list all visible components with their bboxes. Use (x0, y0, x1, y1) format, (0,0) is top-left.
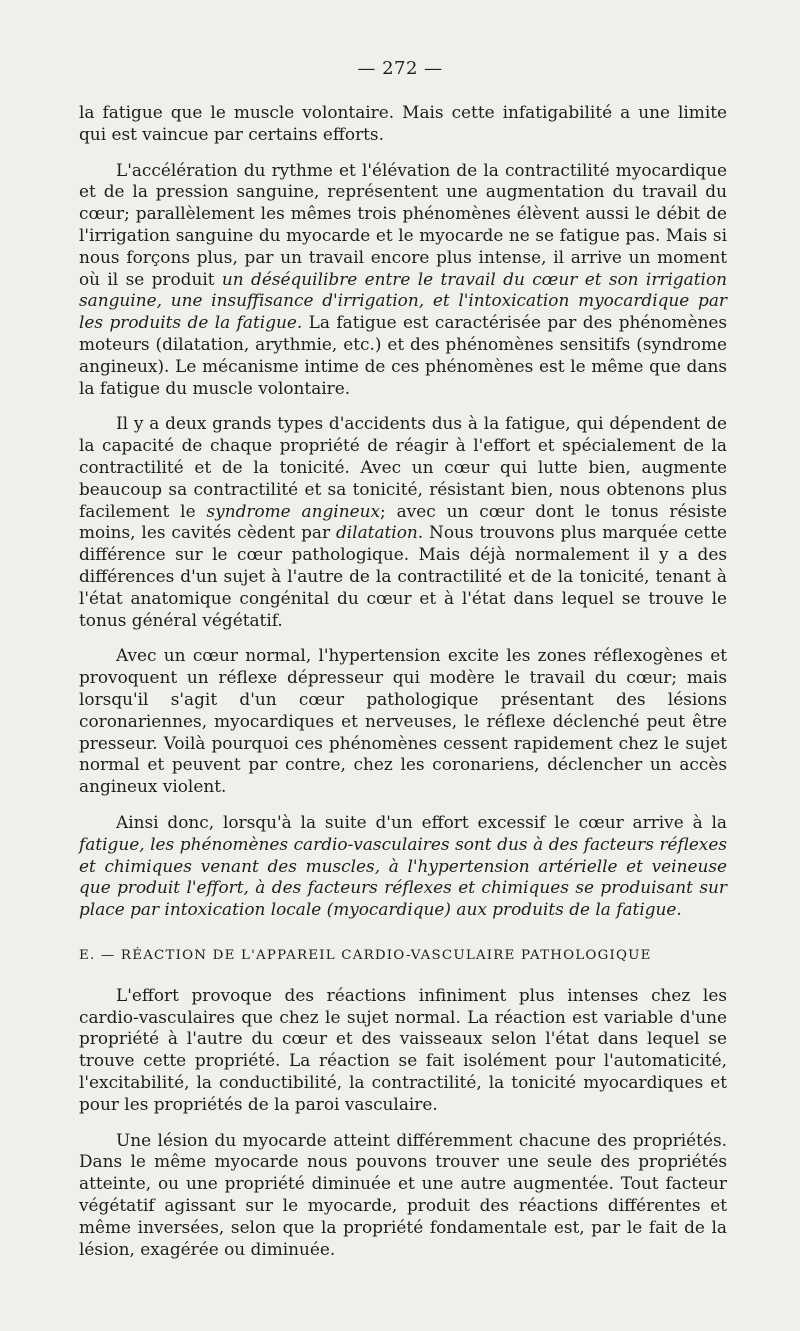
text-run: L'effort provoque des réactions infiniment plus intenses chez les cardio-vasculaires que chez le sujet normal. La réaction est variable d'une propriété à l'autre du cœur et des vaisseaux selon l'état dans lequel se trouve cette propriété. La réaction se fait isolément pour l'automaticité, l'excitabilité, la conductibilité, la contractilité, la tonicité myocardiques et pour les propriétés de la paroi vasculaire. (79, 984, 727, 1114)
italic-text: dilatation (335, 522, 418, 543)
paragraph (79, 645, 727, 798)
text-body (79, 102, 727, 1260)
italic-text: un déséquilibre entre le travail du cœur et son irrigation sanguine, une insuffisance d'irrigation, et l'intoxication myocardique par les produits de la fatigue. (79, 268, 727, 333)
italic-text: syndrome angineux (206, 500, 380, 521)
paragraph (79, 812, 727, 921)
text-run: L'accélération du rythme et l'élévation de la contractilité myocardique et de la pression sanguine, représentent une augmentation du travail du cœur; parallèlement les mêmes trois phénomènes élèvent aussi le débit de l'irrigation sanguine du myocarde et le myocarde ne se fatigue pas. Mais si nous forçons plus, par un travail encore plus intense, il arrive un moment où il se produit (79, 159, 727, 289)
text-run: La fatigue est caractérisée par des phénomènes moteurs (dilatation, arythmie, etc.) et des phénomènes sensitifs (syndrome angineux). Le mécanisme intime de ces phénomènes est le même que dans la fatigue du muscle volontaire. (79, 312, 727, 398)
text-run: Ainsi donc, lorsqu'à la suite d'un effort excessif le cœur arrive à la (116, 811, 727, 832)
section-heading: E. — RÉACTION DE L'APPAREIL CARDIO-VASCULAIRE PATHOLOGIQUE (79, 947, 652, 963)
text-run: Une lésion du myocarde atteint différemment chacune des propriétés. Dans le même myocarde nous pouvons trouver une seule des propriétés atteinte, ou une propriété diminuée et une autre augmentée. Tout facteur végétatif agissant sur le myocarde, produit des réactions différentes et même inversées, selon que la propriété fondamentale est, par le fait de la lésion, exagérée ou diminuée. (79, 1129, 727, 1259)
paragraph (79, 413, 727, 631)
paragraph (79, 985, 727, 1116)
paragraph (79, 1130, 727, 1261)
text-run: la fatigue que le muscle volontaire. Mais cette infatigabilité a une limite qui est vaincue par certains efforts. (79, 102, 727, 144)
text-run: . Nous trouvons plus marquée cette différence sur le cœur pathologique. Mais déjà normalement il y a des différences d'un sujet à l'autre de la contractilité et de la tonicité, tenant à l'état anatomique congénital du cœur et à l'état dans lequel se trouve le tonus général végétatif. (79, 522, 727, 630)
page-number: — 272 — (357, 58, 443, 79)
text-run: Avec un cœur normal, l'hypertension excite les zones réflexogènes et provoquent un réflexe dépresseur qui modère le travail du cœur; mais lorsqu'il s'agit d'un cœur pathologique présentant des lésions coronariennes, myocardiques et nerveuses, le réflexe déclenché peut être presseur. Voilà pourquoi ces phénomènes cessent rapidement chez le sujet normal et peuvent par contre, chez les coronariens, déclencher un accès angineux violent. (79, 645, 727, 797)
text-run: Il y a deux grands types d'accidents dus à la fatigue, qui dépendent de la capacité de chaque propriété de réagir à l'effort et spécialement de la contractilité et de la tonicité. Avec un cœur qui lutte bien, augmente beaucoup sa contractilité et sa tonicité, résistant bien, nous obtenons plus facilement le (79, 413, 727, 521)
paragraph (79, 160, 727, 400)
paragraph (79, 102, 727, 146)
text-run: ; avec un cœur dont le tonus résiste moins, les cavités cèdent par (79, 500, 728, 543)
italic-text: fatigue, les phénomènes cardio-vasculaires sont dus à des facteurs réflexes et chimiques venant des muscles, à l'hypertension artérielle et veineuse que produit l'effort, à des facteurs réflexes et chimiques se produisant sur place par intoxication locale (myocardique) aux produits de la fatigue. (79, 833, 727, 920)
